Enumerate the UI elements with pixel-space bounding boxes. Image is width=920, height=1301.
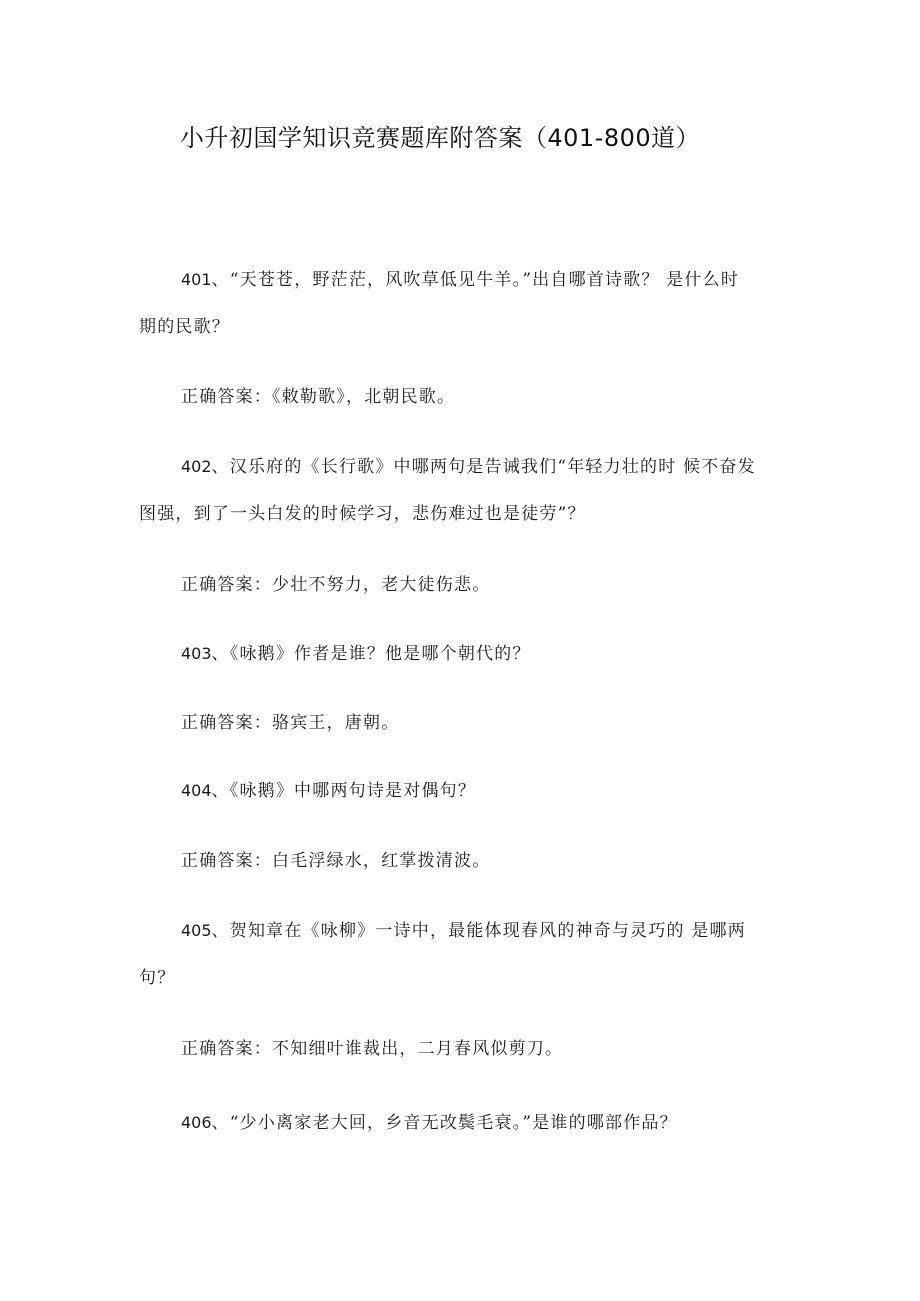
question-401 bbox=[139, 256, 779, 351]
answer-label: 正确答案： bbox=[181, 1039, 272, 1059]
answer-405 bbox=[181, 1037, 781, 1061]
question-text-continued: 期的民歌？ bbox=[139, 317, 230, 337]
answer-text: 不知细叶谁裁出，二月春风似剪刀。 bbox=[272, 1039, 564, 1059]
answer-label: 正确答案： bbox=[181, 713, 272, 733]
document-title: 小升初国学知识竞赛题库附答案（401-800道） bbox=[179, 124, 701, 152]
question-text: 、贺知章在《咏柳》一诗中，最能体现春风的神奇与灵巧的 是哪两 bbox=[211, 921, 746, 941]
answer-label: 正确答案： bbox=[181, 575, 272, 595]
question-number: 403 bbox=[181, 644, 212, 663]
answer-label: 正确答案： bbox=[181, 387, 272, 407]
answer-text: 《敕勒歌》，北朝民歌。 bbox=[272, 387, 456, 407]
question-number: 406 bbox=[181, 1113, 212, 1132]
question-number: 402 bbox=[181, 457, 212, 476]
question-number: 401 bbox=[181, 270, 212, 289]
answer-403 bbox=[181, 711, 781, 735]
question-text: 、汉乐府的《长行歌》中哪两句是告诫我们“年轻力壮的时 候不奋发 bbox=[211, 457, 756, 477]
answer-401 bbox=[181, 385, 781, 409]
question-text-continued: 图强，到了一头白发的时候学习，悲伤难过也是徒劳”？ bbox=[139, 504, 586, 524]
question-number: 404 bbox=[181, 781, 212, 800]
question-number: 405 bbox=[181, 921, 212, 940]
answer-text: 骆宾王，唐朝。 bbox=[272, 713, 400, 733]
answer-402 bbox=[181, 573, 781, 597]
question-text: 、“天苍苍，野茫茫，风吹草低见牛羊。”出自哪首诗歌？ 是什么时 bbox=[211, 270, 740, 290]
question-403 bbox=[139, 630, 779, 678]
answer-label: 正确答案： bbox=[181, 851, 272, 871]
question-text: 、《咏鹅》中哪两句诗是对偶句？ bbox=[211, 781, 477, 801]
question-text: 、“少小离家老大回，乡音无改鬓毛衰。”是谁的哪部作品？ bbox=[211, 1113, 678, 1133]
question-404 bbox=[139, 767, 779, 815]
answer-text: 少壮不努力，老大徒伤悲。 bbox=[272, 575, 491, 595]
answer-404 bbox=[181, 849, 781, 873]
question-405 bbox=[139, 907, 779, 1002]
answer-text: 白毛浮绿水，红掌拨清波。 bbox=[272, 851, 491, 871]
question-402 bbox=[139, 443, 779, 538]
question-text: 、《咏鹅》作者是谁？他是哪个朝代的？ bbox=[211, 644, 531, 664]
question-406 bbox=[139, 1099, 779, 1147]
question-text-continued: 句？ bbox=[139, 968, 176, 988]
